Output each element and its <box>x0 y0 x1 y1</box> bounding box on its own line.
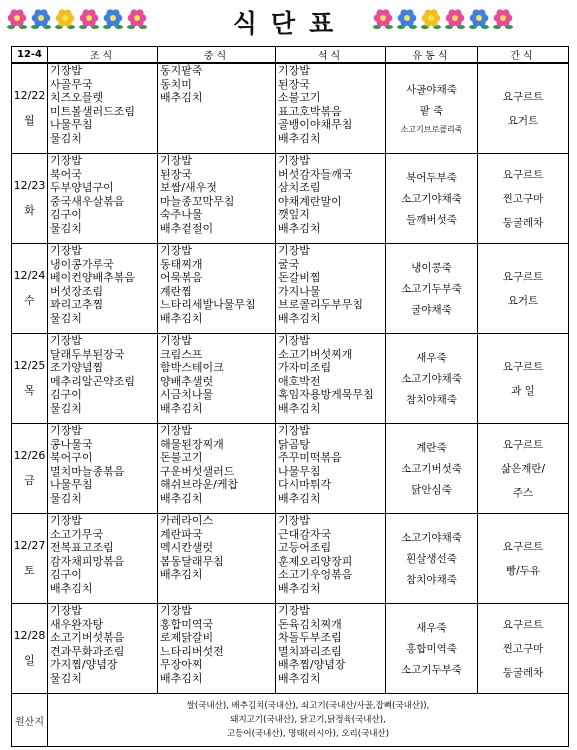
day-row <box>12 514 569 604</box>
flower-icon <box>30 8 52 30</box>
menu-body <box>12 63 569 747</box>
flower-icon <box>468 8 490 30</box>
menu-item: 찐고구마 <box>502 193 544 205</box>
menu-item: 소고기무국 <box>50 527 104 541</box>
menu-item: 꽈리고추찜 <box>50 298 104 312</box>
date-number: 12/23 <box>13 179 46 192</box>
menu-item: 골뱅이야채무침 <box>278 118 353 132</box>
menu-item: 요구르트 <box>502 619 544 631</box>
menu-item: 훈제오리양장피 <box>278 554 353 568</box>
menu-item: 크림스프 <box>160 347 203 361</box>
flower-icon <box>372 8 394 30</box>
day-of-week: 수 <box>24 294 35 307</box>
menu-item: 멕시칸샐럿 <box>160 541 214 555</box>
menu-item: 배추찜/양념장 <box>278 658 346 672</box>
snack-cell <box>478 154 569 244</box>
menu-item: 팥 죽 <box>419 105 444 117</box>
menu-item: 기장밥 <box>50 334 82 347</box>
menu-item: 다시마튀각 <box>278 478 332 492</box>
breakfast-cell <box>48 334 158 424</box>
menu-item: 함박스테이크 <box>160 361 224 375</box>
menu-item: 소고기버섯죽 <box>401 463 462 475</box>
lunch-cell <box>158 604 276 694</box>
dinner-cell <box>276 604 386 694</box>
menu-item: 김구이 <box>50 208 82 222</box>
menu-item: 견과무화과조림 <box>50 644 125 658</box>
menu-item: 동치미 <box>160 77 192 91</box>
menu-item: 고등어조림 <box>278 541 332 555</box>
menu-item: 가자미조림 <box>278 361 332 375</box>
menu-item: 기장밥 <box>160 424 192 437</box>
menu-item: 애호박전 <box>278 374 321 388</box>
menu-item: 냉이콩죽 <box>411 262 452 274</box>
menu-item: 삶은계란/ <box>500 463 546 475</box>
menu-item: 동지팥죽 <box>160 64 203 77</box>
breakfast-cell <box>48 514 158 604</box>
menu-item: 물김치 <box>50 221 82 235</box>
menu-item: 기장밥 <box>278 514 310 527</box>
menu-item: 물김치 <box>50 671 82 685</box>
date-cell <box>12 244 48 334</box>
menu-item: 배추김치 <box>278 131 321 145</box>
dinner-cell <box>276 334 386 424</box>
menu-item: 치즈오믈렛 <box>50 91 104 105</box>
dinner-cell <box>276 514 386 604</box>
menu-item: 배추김치 <box>160 491 203 505</box>
menu-item: 소고기두부죽 <box>401 283 462 295</box>
menu-item: 보쌈/새우젓 <box>160 181 217 195</box>
day-row <box>12 334 569 424</box>
menu-item: 가지나물 <box>278 284 321 298</box>
menu-item: 북어국 <box>50 167 82 181</box>
breakfast-cell <box>48 424 158 514</box>
menu-item: 기장밥 <box>50 604 82 617</box>
menu-item: 요거트 <box>507 115 539 127</box>
menu-item: 나물무침 <box>278 464 321 478</box>
flower-icon <box>54 8 76 30</box>
header-breakfast: 조식 <box>48 47 158 64</box>
date-cell <box>12 514 48 604</box>
snack-cell <box>478 514 569 604</box>
menu-item: 참치야채죽 <box>406 394 457 406</box>
flower-decoration-left <box>6 8 148 30</box>
flower-icon <box>444 8 466 30</box>
snack-cell <box>478 244 569 334</box>
menu-item: 가지찜/양념장 <box>50 658 118 672</box>
menu-item: 기장밥 <box>50 244 82 257</box>
menu-item: 닭곰탕 <box>278 437 310 451</box>
header-lunch: 중식 <box>158 47 276 64</box>
menu-item: 소불고기 <box>278 91 321 105</box>
menu-item: 북어구이 <box>50 451 93 465</box>
menu-item: 요구르트 <box>502 541 544 553</box>
menu-item: 찐고구마 <box>502 643 544 655</box>
menu-item: 브로콜리두부무침 <box>278 298 364 312</box>
menu-item: 요구르트 <box>502 169 544 181</box>
menu-item: 기장밥 <box>278 154 310 167</box>
menu-item: 기장밥 <box>278 424 310 437</box>
origin-row <box>12 694 569 747</box>
menu-item: 기장밥 <box>50 64 82 77</box>
menu-item: 배추김치 <box>278 401 321 415</box>
menu-item: 요구르트 <box>502 91 544 103</box>
menu-item: 마늘종꼬막무침 <box>160 194 235 208</box>
porridge-cell <box>386 63 478 154</box>
menu-item: 베이컨양배추볶음 <box>50 271 136 285</box>
menu-item: 무장아찌 <box>160 658 203 672</box>
menu-item: 닭안심죽 <box>411 484 452 496</box>
menu-item: 배추김치 <box>50 581 93 595</box>
menu-item: 소고기야채죽 <box>401 532 462 544</box>
menu-item: 시금치나물 <box>160 388 214 402</box>
date-cell <box>12 604 48 694</box>
menu-item: 메추리알곤약조림 <box>50 374 136 388</box>
menu-item: 멸치꽈리조림 <box>278 644 342 658</box>
porridge-cell <box>386 154 478 244</box>
menu-item: 배추김치 <box>160 91 203 105</box>
menu-item: 물김치 <box>50 401 82 415</box>
page-title: 식단표 <box>232 9 348 38</box>
menu-item: 굴국 <box>278 257 300 271</box>
menu-item: 물김치 <box>50 311 82 325</box>
menu-item: 물김치 <box>50 131 82 145</box>
breakfast-cell <box>48 63 158 154</box>
date-cell <box>12 63 48 154</box>
day-row <box>12 244 569 334</box>
day-row <box>12 604 569 694</box>
menu-item: 기장밥 <box>278 334 310 347</box>
menu-item: 동태찌개 <box>160 257 203 271</box>
menu-item: 나물무침 <box>50 118 93 132</box>
menu-item: 차돌두부조림 <box>278 631 342 645</box>
menu-item: 기장밥 <box>278 604 310 617</box>
snack-cell <box>478 604 569 694</box>
day-of-week: 월 <box>24 114 35 127</box>
menu-item: 봄동달래무침 <box>160 554 224 568</box>
lunch-cell <box>158 334 276 424</box>
menu-item: 소고기버섯찌개 <box>278 347 353 361</box>
menu-item: 삼치조림 <box>278 181 321 195</box>
menu-item: 배추김치 <box>278 491 321 505</box>
menu-item: 돈갈비찜 <box>278 271 321 285</box>
day-of-week: 토 <box>24 564 35 577</box>
date-number: 12/22 <box>13 89 46 102</box>
header-snack: 간식 <box>478 47 569 64</box>
menu-item: 주꾸미떡볶음 <box>278 451 342 465</box>
origin-label: 원산지 <box>12 694 48 747</box>
porridge-cell <box>386 514 478 604</box>
menu-item: 굴야채죽 <box>411 304 452 316</box>
menu-item: 된장국 <box>278 77 310 91</box>
menu-item: 배추김치 <box>278 581 321 595</box>
flower-icon <box>396 8 418 30</box>
date-cell <box>12 334 48 424</box>
dinner-cell <box>276 244 386 334</box>
menu-item: 새우죽 <box>416 352 447 364</box>
flower-icon <box>420 8 442 30</box>
day-of-week: 금 <box>24 474 35 487</box>
menu-item: 기장밥 <box>160 604 192 617</box>
flower-icon <box>78 8 100 30</box>
period-label: 12-4 <box>12 47 48 64</box>
menu-item: 들깨버섯죽 <box>406 214 457 226</box>
menu-item: 요구르트 <box>502 439 544 451</box>
menu-item: 로제닭갈비 <box>160 631 214 645</box>
menu-item: 소고기두부죽 <box>401 664 462 676</box>
dinner-cell <box>276 63 386 154</box>
menu-item: 콩나물국 <box>50 437 93 451</box>
menu-item: 배추김치 <box>278 311 321 325</box>
porridge-cell <box>386 604 478 694</box>
menu-item: 요구르트 <box>502 361 544 373</box>
menu-item: 돈불고기 <box>160 451 203 465</box>
menu-item: 숙주나물 <box>160 208 203 222</box>
menu-item: 배추김치 <box>160 671 203 685</box>
menu-item: 요거트 <box>507 295 539 307</box>
breakfast-cell <box>48 604 158 694</box>
menu-item: 카레라이스 <box>160 514 214 527</box>
menu-item: 둥굴레차 <box>502 217 544 229</box>
origin-line: 고등어(국내산), 명태(러시아), 오리(국내산) <box>226 729 390 739</box>
menu-item: 느타리세발나물무침 <box>160 298 256 312</box>
menu-item: 둥굴레차 <box>502 667 544 679</box>
menu-item: 배추김치 <box>278 221 321 235</box>
day-row <box>12 63 569 154</box>
header <box>0 0 577 44</box>
header-porridge: 유동식 <box>386 47 478 64</box>
menu-item: 버섯감자들깨국 <box>278 167 353 181</box>
menu-item: 기장밥 <box>50 424 82 437</box>
dinner-cell <box>276 154 386 244</box>
menu-item: 버섯장조림 <box>50 284 104 298</box>
date-number: 12/26 <box>13 449 46 462</box>
flower-icon <box>102 8 124 30</box>
menu-item: 깻잎지 <box>278 208 310 222</box>
menu-item: 근대감자국 <box>278 527 332 541</box>
lunch-cell <box>158 244 276 334</box>
menu-item: 감자채피망볶음 <box>50 554 125 568</box>
date-number: 12/25 <box>13 359 46 372</box>
menu-item: 흰살생선죽 <box>406 553 457 565</box>
date-number: 12/27 <box>13 539 46 552</box>
menu-item: 기장밥 <box>50 154 82 167</box>
menu-item: 참치야채죽 <box>406 574 457 586</box>
menu-item: 홍합미역죽 <box>406 643 457 655</box>
menu-item: 해물된장찌개 <box>160 437 224 451</box>
snack-cell <box>478 63 569 154</box>
menu-item: 중국새우살볶음 <box>50 194 125 208</box>
menu-item: 미트볼샐러드조림 <box>50 104 136 118</box>
menu-item: 구운버섯샐러드 <box>160 464 235 478</box>
menu-item: 계란찜 <box>160 284 192 298</box>
menu-item: 나물무침 <box>50 478 93 492</box>
menu-item: 기장밥 <box>278 64 310 77</box>
lunch-cell <box>158 154 276 244</box>
menu-item: 전복표고조림 <box>50 541 114 555</box>
menu-item: 배추김치 <box>160 401 203 415</box>
menu-item: 과 일 <box>511 385 535 397</box>
menu-item: 기장밥 <box>160 154 192 167</box>
menu-item: 소고기버섯볶음 <box>50 631 125 645</box>
menu-item: 냉이콩가루국 <box>50 257 114 271</box>
menu-item: 야채계란말이 <box>278 194 342 208</box>
menu-item: 소고기야채죽 <box>401 373 462 385</box>
menu-item: 기장밥 <box>160 334 192 347</box>
menu-item: 배추김치 <box>160 311 203 325</box>
menu-item: 김구이 <box>50 388 82 402</box>
snack-cell <box>478 424 569 514</box>
flower-decoration-right <box>372 8 514 30</box>
date-cell <box>12 424 48 514</box>
porridge-cell <box>386 244 478 334</box>
menu-item: 조기양념찜 <box>50 361 104 375</box>
menu-item: 양배추샐럿 <box>160 374 214 388</box>
menu-item: 새우완자탕 <box>50 617 104 631</box>
menu-item: 기장밥 <box>278 244 310 257</box>
menu-item: 사골야채죽 <box>406 84 457 96</box>
menu-item: 돈육김치찌개 <box>278 617 342 631</box>
menu-table <box>11 46 569 747</box>
lunch-cell <box>158 514 276 604</box>
date-number: 12/28 <box>13 629 46 642</box>
origin-line: 돼지고기(국내산), 닭고기,닭정육(국내산), <box>230 715 386 725</box>
header-row <box>12 47 569 64</box>
menu-item: 멸치마늘종볶음 <box>50 464 125 478</box>
date-cell <box>12 154 48 244</box>
menu-item: 빵/두유 <box>506 565 540 577</box>
menu-item: 사골무국 <box>50 77 93 91</box>
flower-icon <box>492 8 514 30</box>
day-of-week: 목 <box>24 384 35 397</box>
dinner-cell <box>276 424 386 514</box>
menu-item: 배추겉절이 <box>160 221 214 235</box>
flower-icon <box>126 8 148 30</box>
day-row <box>12 424 569 514</box>
date-number: 12/24 <box>13 269 46 282</box>
menu-item: 소고기브로콜리죽 <box>400 125 463 134</box>
menu-item: 소고기야채죽 <box>401 193 462 205</box>
origin-text <box>48 694 569 747</box>
menu-item: 두부양념구이 <box>50 181 114 195</box>
menu-item: 요구르트 <box>502 271 544 283</box>
menu-item: 소고기우엉볶음 <box>278 568 353 582</box>
menu-item: 어묵볶음 <box>160 271 203 285</box>
porridge-cell <box>386 334 478 424</box>
menu-item: 계란파국 <box>160 527 203 541</box>
menu-item: 주스 <box>512 487 534 499</box>
menu-item: 홍합미역국 <box>160 617 214 631</box>
lunch-cell <box>158 424 276 514</box>
menu-item: 느타리버섯전 <box>160 644 224 658</box>
menu-item: 배추김치 <box>160 568 203 582</box>
menu-item: 새우죽 <box>416 622 447 634</box>
menu-item: 된장국 <box>160 167 192 181</box>
header-dinner: 석식 <box>276 47 386 64</box>
breakfast-cell <box>48 244 158 334</box>
day-row <box>12 154 569 244</box>
snack-cell <box>478 334 569 424</box>
menu-item: 김구이 <box>50 568 82 582</box>
menu-item: 표고호박볶음 <box>278 104 342 118</box>
menu-item: 계란죽 <box>416 442 447 454</box>
day-of-week: 일 <box>24 654 35 667</box>
breakfast-cell <box>48 154 158 244</box>
menu-item: 혹임자용방게묵무침 <box>278 388 374 402</box>
menu-item: 북어두부죽 <box>406 172 457 184</box>
menu-item: 물김치 <box>50 491 82 505</box>
menu-item: 달래두부된장국 <box>50 347 125 361</box>
day-of-week: 화 <box>24 204 35 217</box>
origin-line: 쌀(국내산), 배추김치(국내산), 쇠고기(국내산/사골,잡뼈(국내산)), <box>186 701 430 711</box>
flower-icon <box>6 8 28 30</box>
lunch-cell <box>158 63 276 154</box>
menu-item: 기장밥 <box>50 514 82 527</box>
menu-item: 배추김치 <box>278 671 321 685</box>
menu-item: 해쉬브라운/케찹 <box>160 478 239 492</box>
porridge-cell <box>386 424 478 514</box>
menu-item: 기장밥 <box>160 244 192 257</box>
